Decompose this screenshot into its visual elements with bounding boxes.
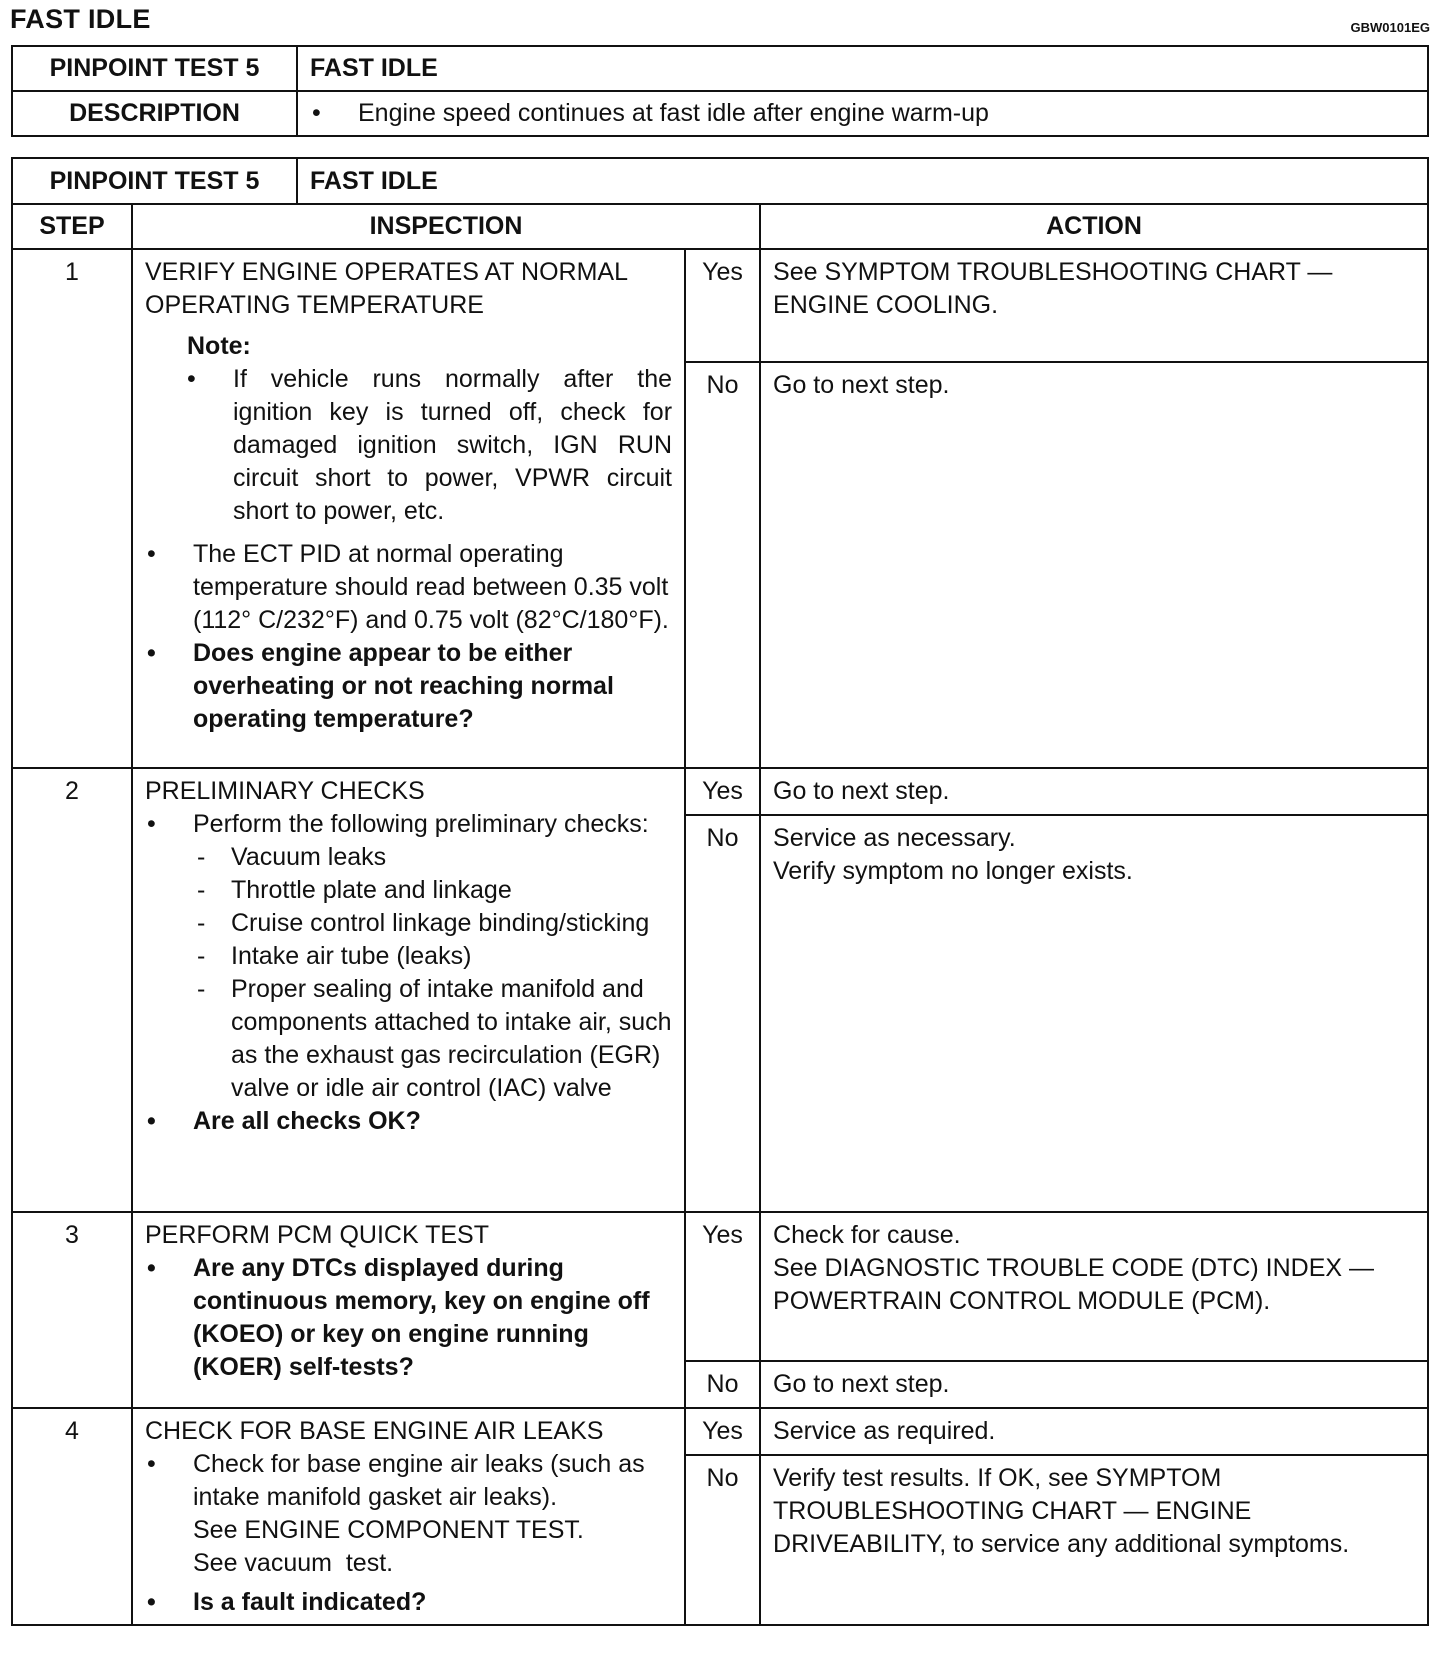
list-item: Cruise control linkage binding/sticking bbox=[231, 909, 650, 937]
summary-description: Engine speed continues at fast idle after engine warm-up bbox=[358, 99, 989, 127]
summary-table bbox=[11, 45, 1429, 137]
see-reference: See vacuum test. bbox=[193, 1549, 394, 1577]
no-action-cell bbox=[760, 815, 1428, 1212]
list-item: Vacuum leaks bbox=[231, 843, 387, 871]
pinpoint-table bbox=[11, 157, 1429, 1626]
list-item: Intake air tube (leaks) bbox=[231, 942, 472, 970]
step-number: 1 bbox=[12, 249, 132, 768]
yes-label: Yes bbox=[685, 768, 760, 815]
bullet: • bbox=[147, 810, 156, 838]
bullet-text: Perform the following preliminary checks: bbox=[193, 810, 649, 838]
inspection-cell bbox=[132, 1212, 685, 1408]
bullet-text: Check for base engine air leaks (such as intake manifold gasket air leaks). bbox=[193, 1450, 645, 1511]
step-number: 3 bbox=[12, 1212, 132, 1408]
step-question: Are any DTCs displayed during continuous memory, key on engine off (KOEO) or key on engine running (KOER) self-tests? bbox=[193, 1254, 650, 1381]
no-label: No bbox=[685, 362, 760, 768]
document-code: GBW0101EG bbox=[1350, 20, 1430, 35]
step-question: Does engine appear to be either overheating or not reaching normal operating temperature? bbox=[193, 639, 614, 733]
note-label: Note: bbox=[187, 332, 251, 360]
note-text: If vehicle runs normally after the ignition key is turned off, check for damaged ignition switch, IGN RUN circuit short to power, VPWR circuit short to power, etc. bbox=[233, 365, 673, 525]
bullet: • bbox=[147, 1450, 156, 1478]
table-test-label: PINPOINT TEST 5 bbox=[12, 158, 297, 204]
list-item: Proper sealing of intake manifold and components attached to intake air, such as the exhaust gas recirculation (EGR) valve or idle air control (IAC) valve bbox=[231, 975, 672, 1102]
no-action: Verify test results. If OK, see SYMPTOM TROUBLESHOOTING CHART — ENGINE DRIVEABILITY, to service any additional symptoms. bbox=[760, 1455, 1428, 1625]
step-number: 4 bbox=[12, 1408, 132, 1625]
see-reference: See ENGINE COMPONENT TEST. bbox=[193, 1516, 584, 1544]
no-action: Service as necessary. bbox=[773, 824, 1016, 852]
inspection-cell bbox=[132, 768, 685, 1212]
table-test-name: FAST IDLE bbox=[297, 158, 1428, 204]
no-label: No bbox=[685, 1455, 760, 1625]
yes-action: See DIAGNOSTIC TROUBLE CODE (DTC) INDEX — POWERTRAIN CONTROL MODULE (PCM). bbox=[773, 1254, 1375, 1315]
yes-action-cell bbox=[760, 1212, 1428, 1361]
table-row bbox=[12, 1408, 1428, 1455]
bullet: • bbox=[147, 639, 156, 667]
no-action: Verify symptom no longer exists. bbox=[773, 857, 1133, 885]
no-label: No bbox=[685, 815, 760, 1212]
step-number: 2 bbox=[12, 768, 132, 1212]
summary-description-cell bbox=[297, 91, 1428, 136]
yes-action: Go to next step. bbox=[760, 768, 1428, 815]
page-title: FAST IDLE bbox=[10, 4, 151, 34]
no-action: Go to next step. bbox=[760, 362, 1428, 768]
column-header-step: STEP bbox=[12, 204, 132, 249]
bullet: • bbox=[312, 99, 321, 127]
inspection-cell bbox=[132, 1408, 685, 1625]
yes-action: See SYMPTOM TROUBLESHOOTING CHART — ENGINE COOLING. bbox=[760, 249, 1428, 362]
list-item: Throttle plate and linkage bbox=[231, 876, 512, 904]
step-title: VERIFY ENGINE OPERATES AT NORMAL OPERATING TEMPERATURE bbox=[145, 258, 628, 319]
column-header-inspection: INSPECTION bbox=[132, 204, 760, 249]
step-title: CHECK FOR BASE ENGINE AIR LEAKS bbox=[145, 1417, 604, 1445]
summary-description-label: DESCRIPTION bbox=[12, 91, 297, 136]
column-header-action: ACTION bbox=[760, 204, 1428, 249]
yes-label: Yes bbox=[685, 249, 760, 362]
dash: - bbox=[197, 876, 206, 904]
yes-action: Service as required. bbox=[760, 1408, 1428, 1455]
table-row bbox=[12, 768, 1428, 815]
step-title: PRELIMINARY CHECKS bbox=[145, 777, 425, 805]
bullet: • bbox=[187, 365, 196, 393]
dash: - bbox=[197, 909, 206, 937]
yes-label: Yes bbox=[685, 1408, 760, 1455]
step-title: PERFORM PCM QUICK TEST bbox=[145, 1221, 490, 1249]
bullet: • bbox=[147, 1254, 156, 1282]
table-row bbox=[12, 249, 1428, 362]
bullet: • bbox=[147, 540, 156, 568]
no-action: Go to next step. bbox=[760, 1361, 1428, 1408]
no-label: No bbox=[685, 1361, 760, 1408]
bullet: • bbox=[147, 1107, 156, 1135]
step-question: Is a fault indicated? bbox=[193, 1588, 427, 1616]
step-question: Are all checks OK? bbox=[193, 1107, 421, 1135]
summary-test-label: PINPOINT TEST 5 bbox=[12, 46, 297, 91]
note-block bbox=[145, 330, 672, 528]
table-row bbox=[12, 1212, 1428, 1361]
dash: - bbox=[197, 942, 206, 970]
bullet: • bbox=[147, 1588, 156, 1616]
dash: - bbox=[197, 843, 206, 871]
yes-label: Yes bbox=[685, 1212, 760, 1361]
bullet-text: The ECT PID at normal operating temperature should read between 0.35 volt (112° C/232°F) and 0.75 volt (82°C/180°F). bbox=[193, 540, 669, 634]
inspection-cell bbox=[132, 249, 685, 768]
yes-action: Check for cause. bbox=[773, 1221, 961, 1249]
dash: - bbox=[197, 975, 206, 1003]
summary-test-name: FAST IDLE bbox=[297, 46, 1428, 91]
